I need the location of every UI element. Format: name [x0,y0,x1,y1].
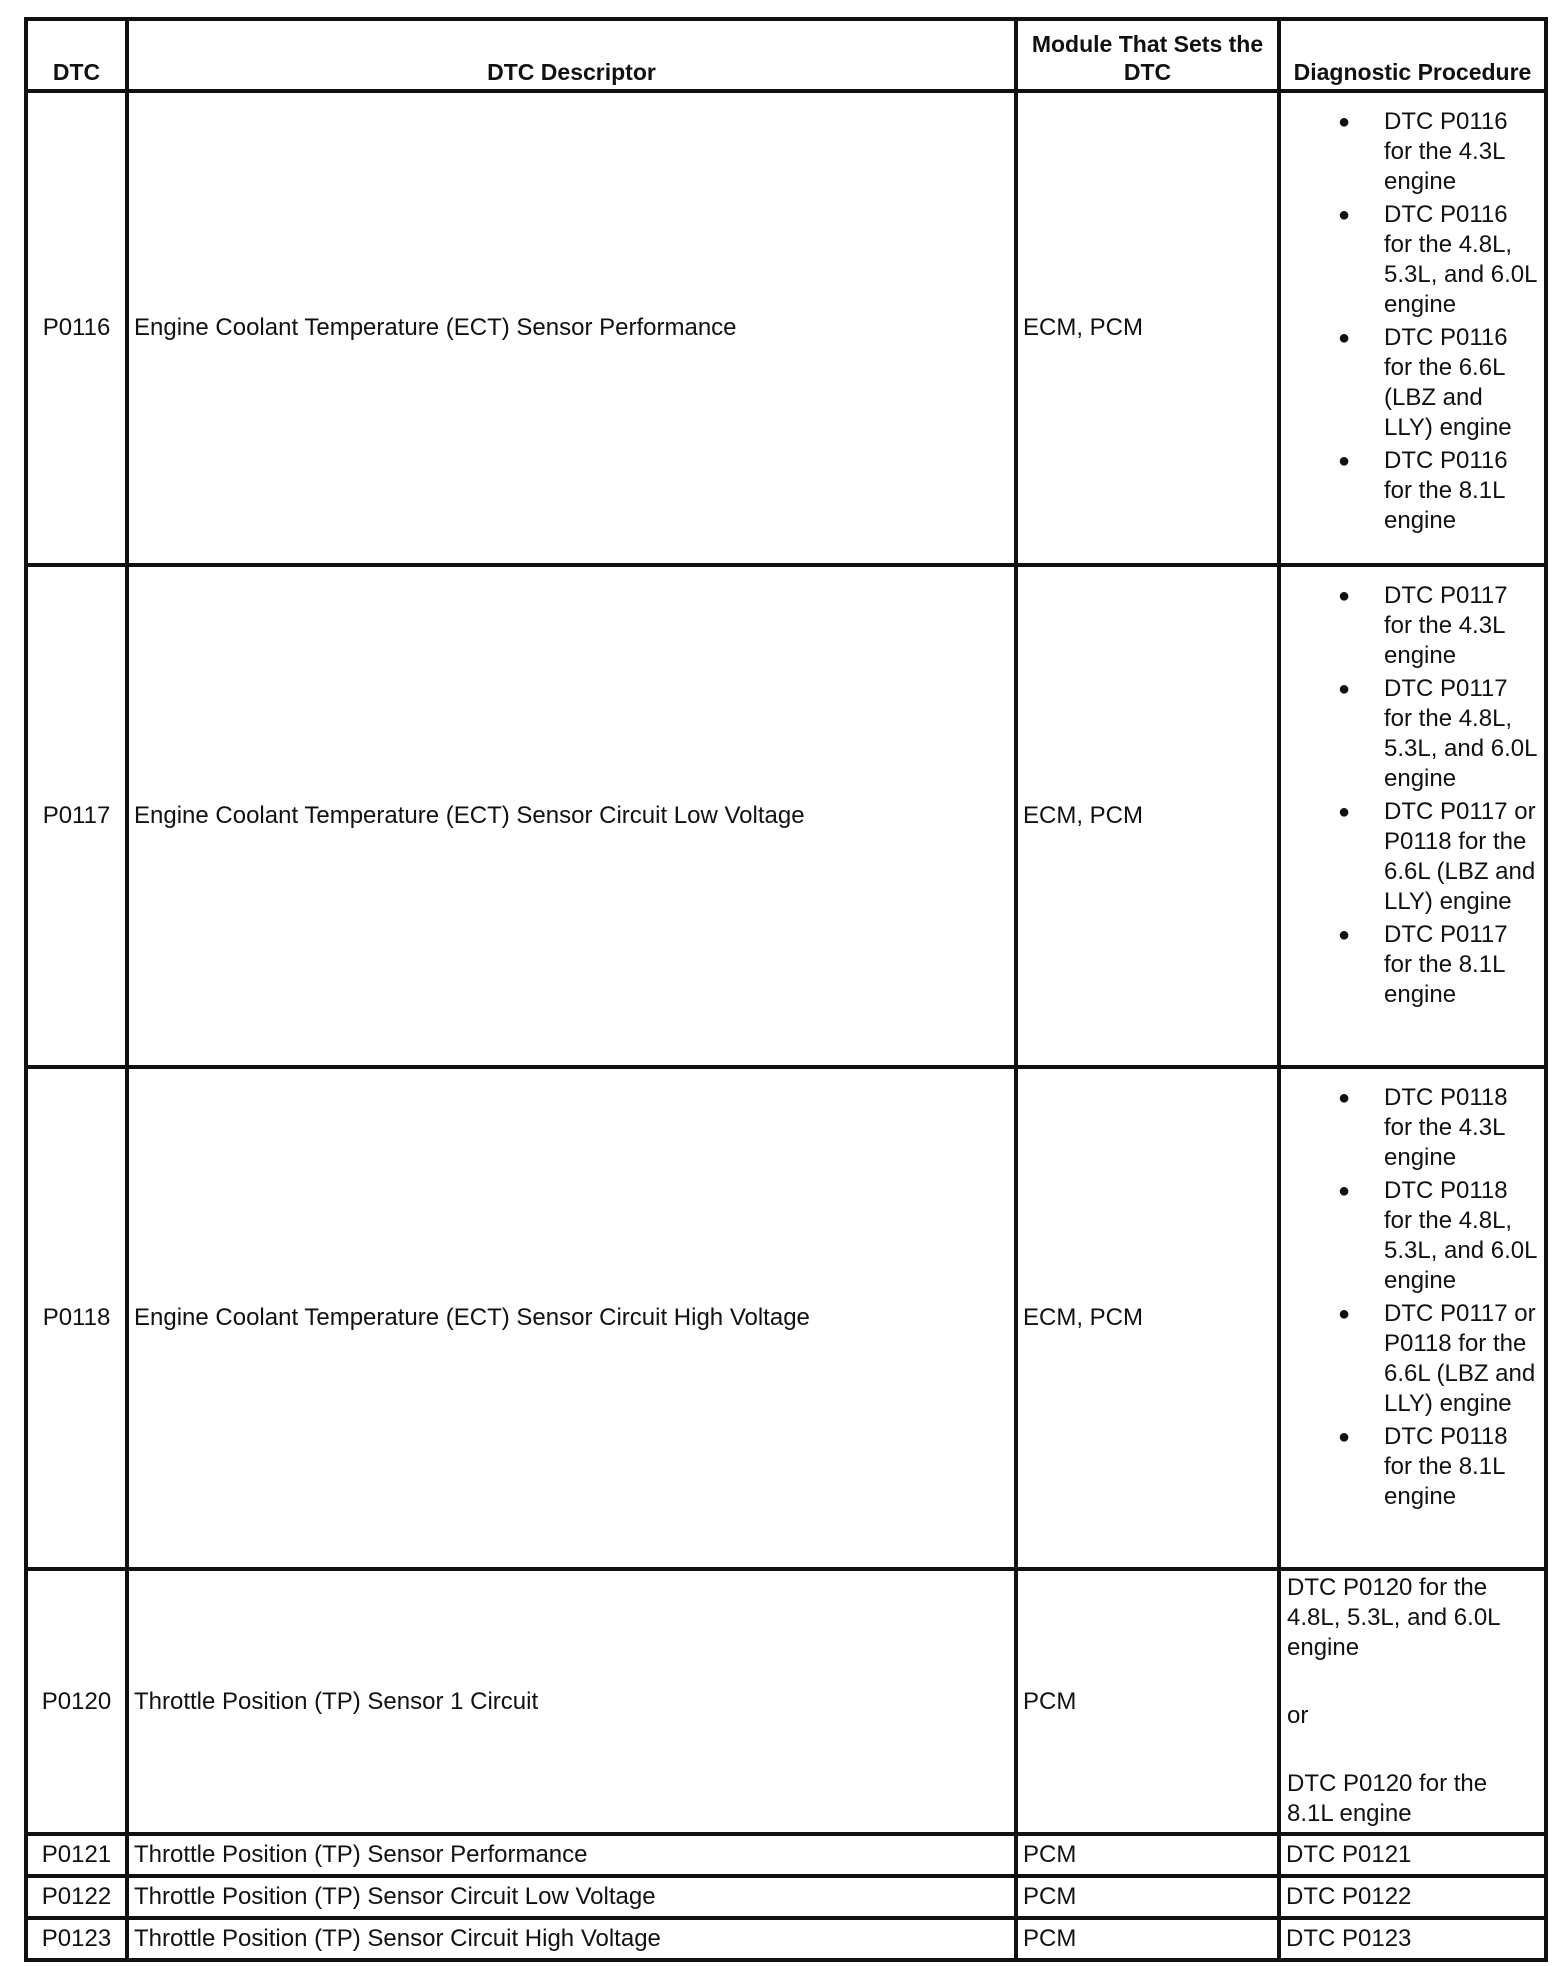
procedure-link[interactable]: DTC P0123 [1279,1918,1546,1960]
procedure-link[interactable]: ● DTC P0116 for the 6.6L (LBZ and LLY) engine [1338,324,1512,441]
procedure-link[interactable]: ● DTC P0117 for the 4.8L, 5.3L, and 6.0L engine [1338,675,1537,792]
table-row [26,91,1546,565]
procedure-link[interactable]: ● DTC P0118 for the 8.1L engine [1338,1423,1508,1510]
setting-module: PCM [1016,1569,1279,1834]
header-module: Module That Sets the DTC [1016,19,1279,91]
procedure-list [1281,567,1544,1025]
setting-module: ECM, PCM [1016,1067,1279,1569]
procedure-link[interactable]: DTC P0121 [1279,1834,1546,1876]
table-row [26,1834,1546,1876]
header-dtc: DTC [26,19,127,91]
table-row [26,1918,1546,1960]
diagnostic-procedure [1279,1569,1546,1834]
dtc-descriptor: Throttle Position (TP) Sensor Circuit High Voltage [127,1918,1016,1960]
header-descriptor: DTC Descriptor [127,19,1016,91]
procedure-link[interactable]: ● DTC P0116 for the 4.8L, 5.3L, and 6.0L engine [1338,201,1537,318]
procedure-link[interactable]: ● DTC P0117 or P0118 for the 6.6L (LBZ and LLY) engine [1338,1300,1536,1417]
procedure-link[interactable]: ● DTC P0118 for the 4.3L engine [1338,1084,1508,1171]
dtc-table [24,17,1548,1962]
bullet-icon: ● [1338,1426,1351,1448]
table-row [26,1067,1546,1569]
procedure-list [1281,1069,1544,1527]
diagnostic-procedure [1279,1067,1546,1569]
procedure-link[interactable]: DTC P0120 for the 8.1L engine [1287,1770,1488,1827]
dtc-code: P0118 [26,1067,127,1569]
dtc-descriptor: Throttle Position (TP) Sensor 1 Circuit [127,1569,1016,1834]
setting-module: ECM, PCM [1016,91,1279,565]
procedure-link[interactable]: DTC P0120 for the 4.8L, 5.3L, and 6.0L engine [1287,1574,1500,1661]
header-procedure: Diagnostic Procedure [1279,19,1546,91]
dtc-code: P0121 [26,1834,127,1876]
dtc-code: P0122 [26,1876,127,1918]
dtc-descriptor: Engine Coolant Temperature (ECT) Sensor Circuit Low Voltage [127,565,1016,1067]
diagnostic-procedure [1279,565,1546,1067]
procedure-connector: or [1287,1702,1309,1729]
bullet-icon: ● [1338,924,1351,946]
setting-module: ECM, PCM [1016,565,1279,1067]
bullet-icon: ● [1338,204,1351,226]
procedure-link[interactable]: DTC P0122 [1279,1876,1546,1918]
procedure-link[interactable]: ● DTC P0116 for the 4.3L engine [1338,108,1508,195]
dtc-code: P0123 [26,1918,127,1960]
table-row [26,1876,1546,1918]
bullet-icon: ● [1338,1087,1351,1109]
procedure-text [1281,1571,1544,1831]
bullet-icon: ● [1338,1303,1351,1325]
dtc-descriptor: Engine Coolant Temperature (ECT) Sensor Performance [127,91,1016,565]
header-row [26,19,1546,91]
bullet-icon: ● [1338,801,1351,823]
dtc-descriptor: Engine Coolant Temperature (ECT) Sensor Circuit High Voltage [127,1067,1016,1569]
bullet-icon: ● [1338,111,1351,133]
procedure-link[interactable]: ● DTC P0117 or P0118 for the 6.6L (LBZ and LLY) engine [1338,798,1536,915]
dtc-descriptor: Throttle Position (TP) Sensor Performance [127,1834,1016,1876]
bullet-icon: ● [1338,327,1351,349]
setting-module: PCM [1016,1876,1279,1918]
procedure-link[interactable]: ● DTC P0117 for the 8.1L engine [1338,921,1508,1008]
procedure-link[interactable]: ● DTC P0118 for the 4.8L, 5.3L, and 6.0L engine [1338,1177,1537,1294]
bullet-icon: ● [1338,1180,1351,1202]
bullet-icon: ● [1338,678,1351,700]
dtc-descriptor: Throttle Position (TP) Sensor Circuit Low Voltage [127,1876,1016,1918]
table-row [26,1569,1546,1834]
procedure-link[interactable]: ● DTC P0116 for the 8.1L engine [1338,447,1508,534]
bullet-icon: ● [1338,450,1351,472]
procedure-link[interactable]: ● DTC P0117 for the 4.3L engine [1338,582,1508,669]
setting-module: PCM [1016,1834,1279,1876]
table-row [26,565,1546,1067]
diagnostic-procedure [1279,91,1546,565]
dtc-code: P0120 [26,1569,127,1834]
dtc-code: P0117 [26,565,127,1067]
procedure-list [1281,93,1544,551]
dtc-code: P0116 [26,91,127,565]
setting-module: PCM [1016,1918,1279,1960]
bullet-icon: ● [1338,585,1351,607]
